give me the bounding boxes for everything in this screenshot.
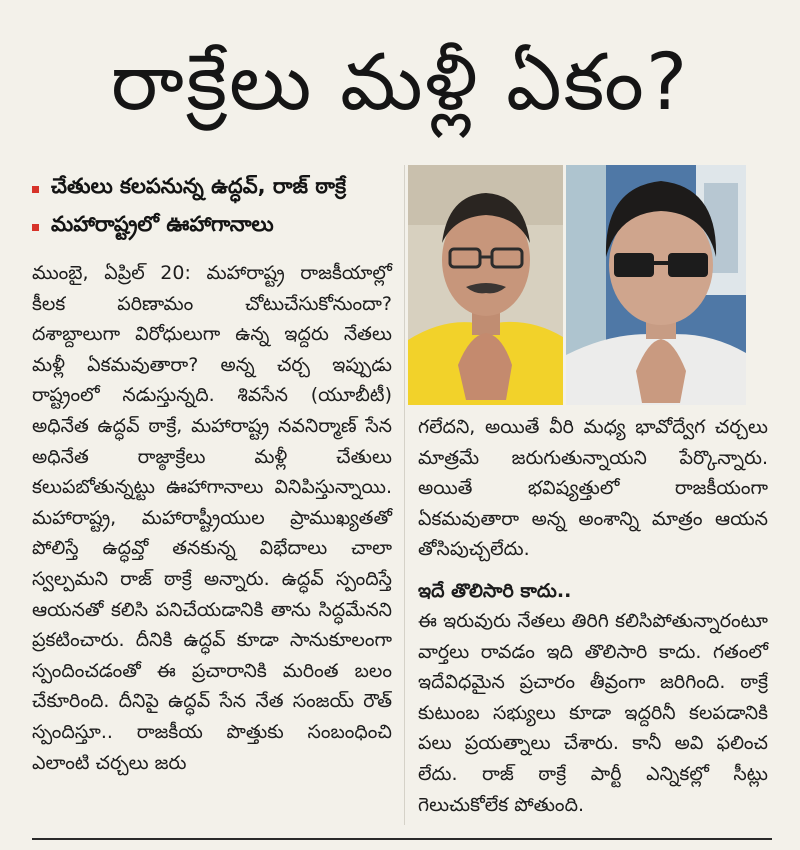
bullet-square-icon [32,186,39,193]
bullet-point [32,170,402,208]
bullet-text: మహారాష్ట్రలో ఊహాగానాలు [51,212,274,236]
photo-uddhav-thackeray [408,165,563,405]
bullet-point [32,208,402,246]
subheading-bullets [32,170,402,246]
article-paragraph: గలేదని, అయితే వీరి మధ్య భావోద్వేగ చర్చలు మాత్రమే జరుగుతున్నాయని పేర్కొన్నారు. అయితే భవిష్యత్తులో రాజకీయంగా ఏకమవుతారా అన్న అంశాన్ని మాత్రం ఆయన తోసిపుచ్చలేదు. [418,416,768,561]
article-paragraph: ఈ ఇరువురు నేతలు తిరిగి కలిసిపోతున్నారంటూ వార్తలు రావడం ఇది తొలిసారి కాదు. గతంలో ఇదేవిధమైన ప్రచారం తీవ్రంగా జరిగింది. ఠాక్రే కుటుంబ సభ్యులు కూడా ఇద్దరినీ కలపడానికి పలు ప్రయత్నాలు చేశారు. కానీ అవి ఫలించ లేదు. రాజ్ ఠాక్రే పార్టీ ఎన్నికల్లో సీట్లు గెలుచుకోలేక పోతుంది. [418,610,768,816]
bullet-square-icon [32,224,39,231]
photo-raj-thackeray [566,165,746,405]
bullet-text: చేతులు కలపనున్న ఉద్ధవ్, రాజ్ ఠాక్రే [51,174,347,198]
section-subheading: ఇదే తొలిసారి కాదు.. [418,580,572,602]
column-divider [404,165,405,825]
headline: రాక్రేలు మళ్లీ ఏకం? [110,38,690,128]
article-right-column-bottom [418,606,768,820]
article-paragraph: ముంబై, ఏప్రిల్ 20: మహారాష్ట్ర రాజకీయాల్లో కీలక పరిణామం చోటుచేసుకోనుందా? దశాబ్దాలుగా విరోధులుగా ఉన్న ఇద్దరు నేతలు మళ్లీ ఏకమవుతారా? అన్న చర్చ ఇప్పుడు రాష్ట్రంలో నడుస్తున్నది. శివసేన (యూబీటీ) అధినేత ఉద్ధవ్ ఠాక్రే, మహారాష్ట్ర నవనిర్మాణ్ సేన అధినేత రాజ్ఠాక్రేలు మళ్లీ చేతులు కలుపబోతున్నట్టు ఊహాగానాలు వినిపిస్తున్నాయి. మహారాష్ట్ర, మహారాష్ట్రీయుల ప్రాముఖ్యతతో పోలిస్తే ఉద్ధవ్తో తనకున్న విభేదాలు చాలా స్వల్పమని రాజ్ ఠాక్రే అన్నారు. ఉద్ధవ్ స్పందిస్తే ఆయనతో కలిసి పనిచేయడానికి తాను సిద్ధమేనని ప్రకటించారు. దీనికి ఉద్ధవ్ కూడా సానుకూలంగా స్పందించడంతో ఈ ప్రచారానికి మరింత బలం చేకూరింది. దీనిపై ఉద్ధవ్ సేన నేత సంజయ్ రౌత్ స్పందిస్తూ.. రాజకీయ పొత్తుకు సంబంధించి ఎలాంటి చర్చలు జరు [32,262,392,774]
article-right-column-top [418,412,768,565]
bottom-rule [32,838,772,840]
article-left-column [32,258,392,778]
